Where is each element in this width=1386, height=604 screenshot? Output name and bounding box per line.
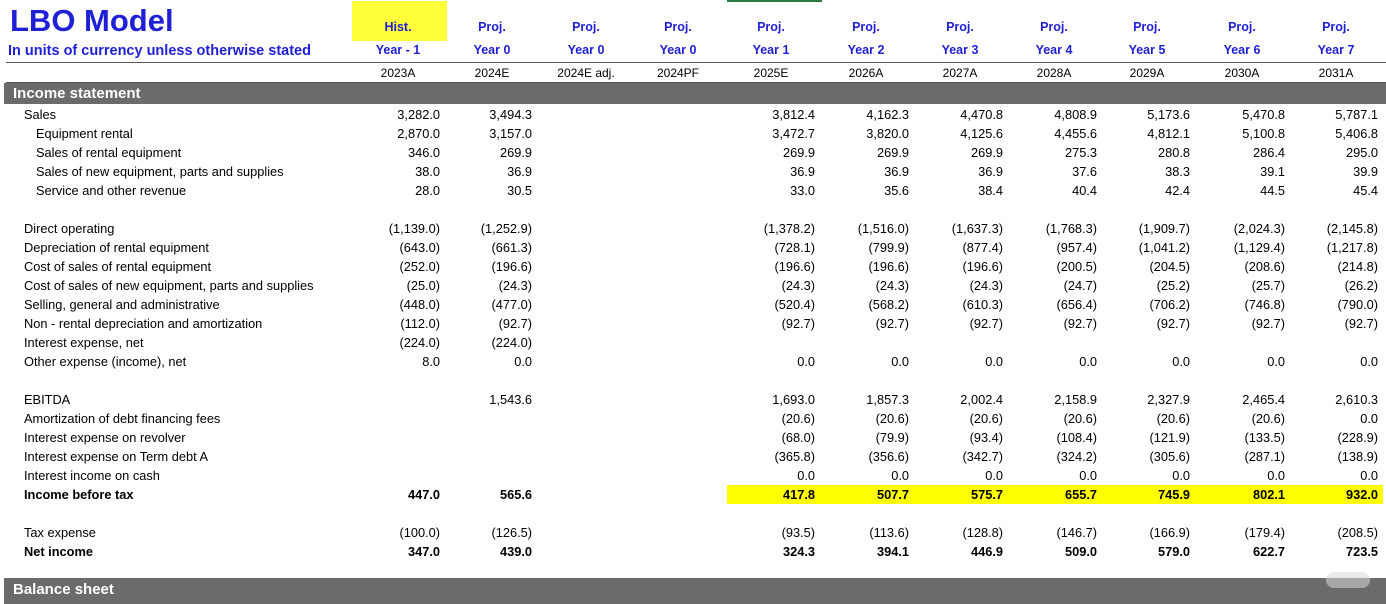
row-label[interactable]: Sales of new equipment, parts and supplies — [36, 164, 284, 179]
table-cell[interactable]: 40.4 — [1072, 183, 1097, 198]
table-cell[interactable]: 45.4 — [1353, 183, 1378, 198]
column-period-header[interactable]: Year 0 — [473, 43, 511, 57]
table-cell[interactable]: (342.7) — [962, 449, 1003, 464]
table-row — [0, 162, 1386, 181]
row-label[interactable]: Interest income on cash — [24, 468, 160, 483]
table-cell[interactable]: (196.6) — [868, 259, 909, 274]
table-cell[interactable]: (92.7) — [1251, 316, 1285, 331]
column-period-header[interactable]: Year 7 — [1317, 43, 1355, 57]
table-row — [0, 428, 1386, 447]
row-label[interactable]: Service and other revenue — [36, 183, 187, 198]
table-cell[interactable]: (79.9) — [875, 430, 909, 445]
table-cell[interactable]: 30.5 — [507, 183, 532, 198]
table-row — [0, 219, 1386, 238]
table-cell[interactable]: (790.0) — [1337, 297, 1378, 312]
table-cell[interactable]: (208.5) — [1337, 525, 1378, 540]
table-row — [0, 447, 1386, 466]
table-cell[interactable]: (643.0) — [399, 240, 440, 255]
row-label[interactable]: Amortization of debt financing fees — [24, 411, 221, 426]
active-column-indicator — [727, 0, 822, 2]
table-cell[interactable]: (20.6) — [1063, 411, 1097, 426]
table-cell[interactable]: 565.6 — [499, 487, 532, 502]
row-label[interactable]: Depreciation of rental equipment — [24, 240, 209, 255]
column-year-header[interactable]: 2027A — [942, 66, 978, 80]
section-title-balance-sheet: Balance sheet — [13, 581, 114, 598]
table-cell[interactable]: (26.2) — [1344, 278, 1378, 293]
table-cell[interactable]: (1,909.7) — [1138, 221, 1190, 236]
column-period-header[interactable]: Year 0 — [659, 43, 697, 57]
table-cell[interactable]: (224.0) — [399, 335, 440, 350]
table-cell[interactable]: (610.3) — [962, 297, 1003, 312]
table-cell[interactable]: (92.7) — [969, 316, 1003, 331]
table-row — [0, 409, 1386, 428]
column-year-header[interactable]: 2029A — [1129, 66, 1165, 80]
table-row — [0, 143, 1386, 162]
table-cell[interactable]: (252.0) — [399, 259, 440, 274]
table-cell[interactable]: 745.9 — [1157, 487, 1190, 502]
table-cell[interactable]: (108.4) — [1056, 430, 1097, 445]
section-title-income-statement: Income statement — [13, 85, 141, 102]
table-cell[interactable]: 36.9 — [790, 164, 815, 179]
table-cell[interactable]: (324.2) — [1056, 449, 1097, 464]
table-cell[interactable]: (228.9) — [1337, 430, 1378, 445]
table-cell[interactable]: (24.7) — [1063, 278, 1097, 293]
table-cell[interactable]: (24.3) — [498, 278, 532, 293]
table-cell[interactable]: (746.8) — [1244, 297, 1285, 312]
table-cell[interactable]: 4,162.3 — [866, 107, 909, 122]
table-cell[interactable]: 42.4 — [1165, 183, 1190, 198]
table-cell[interactable]: 4,812.1 — [1147, 126, 1190, 141]
row-label[interactable]: Sales — [24, 107, 57, 122]
table-cell[interactable]: (1,637.3) — [951, 221, 1003, 236]
table-cell[interactable]: 447.0 — [407, 487, 440, 502]
column-year-header[interactable]: 2024E — [474, 66, 510, 80]
table-cell[interactable]: 0.0 — [1267, 468, 1285, 483]
table-cell[interactable]: 8.0 — [422, 354, 440, 369]
table-cell[interactable]: 4,125.6 — [960, 126, 1003, 141]
table-row — [0, 314, 1386, 333]
table-cell[interactable]: (92.7) — [1156, 316, 1190, 331]
row-label[interactable]: Cost of sales of new equipment, parts and supplies — [24, 278, 314, 293]
column-year-header[interactable]: 2024E adj. — [557, 66, 615, 80]
column-type-header[interactable]: Proj. — [852, 20, 880, 34]
table-row — [0, 466, 1386, 485]
section-band-income-statement[interactable] — [4, 83, 1386, 104]
row-label[interactable]: Other expense (income), net — [24, 354, 187, 369]
table-cell[interactable]: 507.7 — [876, 487, 909, 502]
spacer-row — [0, 504, 1386, 523]
table-cell[interactable]: (92.7) — [781, 316, 815, 331]
table-cell[interactable]: (93.4) — [969, 430, 1003, 445]
table-cell[interactable]: 2,158.9 — [1054, 392, 1097, 407]
table-cell[interactable]: 3,494.3 — [489, 107, 532, 122]
column-period-header[interactable]: Year 0 — [567, 43, 605, 57]
table-cell[interactable]: 0.0 — [797, 468, 815, 483]
table-cell[interactable]: (20.6) — [1156, 411, 1190, 426]
table-row — [0, 238, 1386, 257]
table-cell[interactable]: 3,282.0 — [397, 107, 440, 122]
table-cell[interactable]: (20.6) — [1251, 411, 1285, 426]
table-cell[interactable]: (214.8) — [1337, 259, 1378, 274]
table-cell[interactable]: (656.4) — [1056, 297, 1097, 312]
column-period-header[interactable]: Year 3 — [941, 43, 979, 57]
table-cell[interactable]: 5,173.6 — [1147, 107, 1190, 122]
column-type-header[interactable]: Proj. — [757, 20, 785, 34]
table-cell[interactable]: 1,693.0 — [772, 392, 815, 407]
table-cell[interactable]: 0.0 — [1267, 354, 1285, 369]
table-cell[interactable]: (448.0) — [399, 297, 440, 312]
table-cell[interactable]: 0.0 — [1079, 354, 1097, 369]
row-label[interactable]: Interest expense, net — [24, 335, 144, 350]
table-cell[interactable]: 5,470.8 — [1242, 107, 1285, 122]
column-period-header[interactable]: Year 6 — [1223, 43, 1261, 57]
table-cell[interactable]: 36.9 — [978, 164, 1003, 179]
table-cell[interactable]: 0.0 — [891, 468, 909, 483]
column-type-header[interactable]: Proj. — [1228, 20, 1256, 34]
table-cell[interactable]: (20.6) — [875, 411, 909, 426]
table-row — [0, 352, 1386, 371]
column-period-header[interactable]: Year 2 — [847, 43, 885, 57]
table-cell[interactable]: 275.3 — [1064, 145, 1097, 160]
column-type-header[interactable]: Proj. — [1322, 20, 1350, 34]
table-row — [0, 276, 1386, 295]
row-label[interactable]: Tax expense — [24, 525, 96, 540]
column-year-header[interactable]: 2024PF — [656, 66, 700, 80]
column-period-header[interactable]: Year 4 — [1035, 43, 1073, 57]
table-cell[interactable]: (126.5) — [491, 525, 532, 540]
table-row — [0, 390, 1386, 409]
table-cell[interactable]: (287.1) — [1244, 449, 1285, 464]
table-cell[interactable]: (196.6) — [774, 259, 815, 274]
table-cell[interactable]: 39.1 — [1260, 164, 1285, 179]
column-year-header[interactable]: 2026A — [848, 66, 884, 80]
table-cell[interactable]: 286.4 — [1252, 145, 1285, 160]
row-label[interactable]: Interest expense on Term debt A — [24, 449, 209, 464]
table-cell[interactable]: 417.8 — [782, 487, 815, 502]
table-cell[interactable]: (24.3) — [781, 278, 815, 293]
column-year-header[interactable]: 2028A — [1036, 66, 1072, 80]
table-cell[interactable]: (128.8) — [962, 525, 1003, 540]
column-type-header[interactable]: Proj. — [572, 20, 600, 34]
table-cell[interactable]: 575.7 — [970, 487, 1003, 502]
table-cell[interactable]: 0.0 — [985, 354, 1003, 369]
table-cell[interactable]: 44.5 — [1260, 183, 1285, 198]
table-cell[interactable]: (1,252.9) — [480, 221, 532, 236]
table-cell[interactable]: 1,857.3 — [866, 392, 909, 407]
table-cell[interactable]: 324.3 — [782, 544, 815, 559]
table-cell[interactable]: 295.0 — [1345, 145, 1378, 160]
table-cell[interactable]: (520.4) — [774, 297, 815, 312]
table-cell[interactable]: 802.1 — [1252, 487, 1285, 502]
table-row — [0, 295, 1386, 314]
table-cell[interactable]: 439.0 — [499, 544, 532, 559]
table-cell[interactable]: (113.6) — [869, 525, 909, 540]
table-cell[interactable]: 37.6 — [1072, 164, 1097, 179]
table-cell[interactable]: 28.0 — [415, 183, 440, 198]
table-cell[interactable]: (877.4) — [962, 240, 1003, 255]
table-cell[interactable]: (2,145.8) — [1326, 221, 1378, 236]
table-cell[interactable]: (706.2) — [1149, 297, 1190, 312]
row-label[interactable]: Equipment rental — [36, 126, 133, 141]
table-row — [0, 124, 1386, 143]
section-band-balance-sheet[interactable] — [4, 578, 1386, 604]
page-subtitle: In units of currency unless otherwise stated — [8, 43, 311, 59]
table-cell[interactable]: 1,543.6 — [489, 392, 532, 407]
column-type-header[interactable]: Proj. — [478, 20, 506, 34]
row-label[interactable]: Selling, general and administrative — [24, 297, 220, 312]
table-cell[interactable]: (2,024.3) — [1233, 221, 1285, 236]
table-row — [0, 333, 1386, 352]
table-cell[interactable]: 4,455.6 — [1054, 126, 1097, 141]
spacer-row — [0, 200, 1386, 219]
table-cell[interactable]: 38.0 — [415, 164, 440, 179]
table-cell[interactable]: 0.0 — [1360, 354, 1378, 369]
table-cell[interactable]: (200.5) — [1056, 259, 1097, 274]
table-row — [0, 257, 1386, 276]
table-cell[interactable]: (196.6) — [962, 259, 1003, 274]
table-cell[interactable]: 655.7 — [1064, 487, 1097, 502]
table-cell[interactable]: (138.9) — [1337, 449, 1378, 464]
row-label[interactable]: Income before tax — [24, 487, 134, 502]
table-cell[interactable]: (1,768.3) — [1045, 221, 1097, 236]
row-label[interactable]: Interest expense on revolver — [24, 430, 186, 445]
table-cell[interactable]: (305.6) — [1149, 449, 1190, 464]
table-cell[interactable]: 4,808.9 — [1054, 107, 1097, 122]
table-cell[interactable]: (166.9) — [1149, 525, 1190, 540]
table-row — [0, 523, 1386, 542]
table-cell[interactable]: 36.9 — [884, 164, 909, 179]
table-cell[interactable]: (112.0) — [400, 316, 440, 331]
table-cell[interactable]: 5,406.8 — [1335, 126, 1378, 141]
table-cell[interactable]: (25.0) — [406, 278, 440, 293]
table-cell[interactable]: 0.0 — [1360, 468, 1378, 483]
row-label[interactable]: Net income — [24, 544, 93, 559]
table-cell[interactable]: 2,465.4 — [1242, 392, 1285, 407]
table-cell[interactable]: 2,610.3 — [1335, 392, 1378, 407]
table-cell[interactable]: 2,870.0 — [397, 126, 440, 141]
table-cell[interactable]: 4,470.8 — [960, 107, 1003, 122]
table-cell[interactable]: (356.6) — [868, 449, 909, 464]
table-row — [0, 181, 1386, 200]
table-cell[interactable]: (100.0) — [399, 525, 440, 540]
table-cell[interactable]: (25.2) — [1156, 278, 1190, 293]
table-cell[interactable]: (92.7) — [875, 316, 909, 331]
table-cell[interactable]: 0.0 — [797, 354, 815, 369]
column-type-header[interactable]: Proj. — [946, 20, 974, 34]
table-cell[interactable]: (179.4) — [1244, 525, 1285, 540]
table-cell[interactable]: (20.6) — [969, 411, 1003, 426]
table-cell[interactable]: 33.0 — [790, 183, 815, 198]
table-cell[interactable]: (20.6) — [781, 411, 815, 426]
table-cell[interactable]: 36.9 — [507, 164, 532, 179]
table-cell[interactable]: (1,516.0) — [857, 221, 909, 236]
table-cell[interactable]: (957.4) — [1056, 240, 1097, 255]
table-cell[interactable]: (68.0) — [781, 430, 815, 445]
row-label[interactable]: EBITDA — [24, 392, 71, 407]
table-cell[interactable]: 269.9 — [876, 145, 909, 160]
table-cell[interactable]: (365.8) — [774, 449, 815, 464]
table-cell[interactable]: 2,327.9 — [1147, 392, 1190, 407]
table-cell[interactable]: 35.6 — [884, 183, 909, 198]
table-cell[interactable]: 38.3 — [1165, 164, 1190, 179]
table-cell[interactable]: (92.7) — [1344, 316, 1378, 331]
table-cell[interactable]: 622.7 — [1252, 544, 1285, 559]
spacer-row — [0, 371, 1386, 390]
column-period-header[interactable]: Year 1 — [752, 43, 790, 57]
table-cell[interactable]: (799.9) — [868, 240, 909, 255]
table-cell[interactable]: (204.5) — [1149, 259, 1190, 274]
row-label[interactable]: Non - rental depreciation and amortization — [24, 316, 263, 331]
table-cell[interactable]: 0.0 — [1360, 411, 1378, 426]
table-cell[interactable]: 2,002.4 — [960, 392, 1003, 407]
table-cell[interactable]: (1,217.8) — [1326, 240, 1378, 255]
table-cell[interactable]: 3,820.0 — [866, 126, 909, 141]
table-cell[interactable]: (133.5) — [1244, 430, 1285, 445]
table-cell[interactable]: (93.5) — [781, 525, 815, 540]
table-cell[interactable]: 269.9 — [782, 145, 815, 160]
table-cell[interactable]: 3,157.0 — [489, 126, 532, 141]
table-cell[interactable]: 5,787.1 — [1335, 107, 1378, 122]
table-cell[interactable]: (146.7) — [1056, 525, 1097, 540]
column-period-header[interactable]: Year 5 — [1128, 43, 1166, 57]
table-cell[interactable]: 723.5 — [1345, 544, 1378, 559]
table-cell[interactable]: (1,378.2) — [763, 221, 815, 236]
table-cell[interactable]: 0.0 — [1079, 468, 1097, 483]
table-cell[interactable]: 38.4 — [978, 183, 1003, 198]
table-cell[interactable]: 5,100.8 — [1242, 126, 1285, 141]
table-cell[interactable]: (92.7) — [498, 316, 532, 331]
table-cell[interactable]: 347.0 — [407, 544, 440, 559]
table-row — [0, 105, 1386, 124]
table-cell[interactable]: 579.0 — [1157, 544, 1190, 559]
column-period-header[interactable]: Year - 1 — [375, 43, 421, 57]
table-cell[interactable]: 269.9 — [970, 145, 1003, 160]
table-cell[interactable]: (92.7) — [1063, 316, 1097, 331]
table-cell[interactable]: (1,129.4) — [1233, 240, 1285, 255]
table-cell[interactable]: (477.0) — [491, 297, 532, 312]
table-row — [0, 542, 1386, 561]
table-cell[interactable]: (1,139.0) — [388, 221, 440, 236]
table-cell[interactable]: (121.9) — [1149, 430, 1190, 445]
table-cell[interactable]: 394.1 — [876, 544, 909, 559]
column-type-header[interactable]: Hist. — [384, 20, 412, 34]
column-year-header[interactable]: 2031A — [1318, 66, 1354, 80]
table-cell[interactable]: 280.8 — [1157, 145, 1190, 160]
table-cell[interactable]: (24.3) — [969, 278, 1003, 293]
table-cell[interactable]: 0.0 — [514, 354, 532, 369]
table-cell[interactable]: (728.1) — [774, 240, 815, 255]
table-cell[interactable]: (25.7) — [1251, 278, 1285, 293]
table-cell[interactable]: 0.0 — [891, 354, 909, 369]
column-type-header[interactable]: Proj. — [1133, 20, 1161, 34]
table-cell[interactable]: (661.3) — [491, 240, 532, 255]
header-rule-top — [6, 62, 1386, 63]
column-year-header[interactable]: 2025E — [753, 66, 789, 80]
row-label[interactable]: Direct operating — [24, 221, 115, 236]
table-cell[interactable]: (24.3) — [875, 278, 909, 293]
column-year-header[interactable]: 2023A — [380, 66, 416, 80]
table-cell[interactable]: 3,472.7 — [772, 126, 815, 141]
row-label[interactable]: Sales of rental equipment — [36, 145, 182, 160]
page-title: LBO Model — [10, 3, 174, 38]
table-cell[interactable]: 39.9 — [1353, 164, 1378, 179]
table-cell[interactable]: (208.6) — [1244, 259, 1285, 274]
table-cell[interactable]: 0.0 — [1172, 354, 1190, 369]
column-type-header[interactable]: Proj. — [664, 20, 692, 34]
table-cell[interactable]: (224.0) — [491, 335, 532, 350]
table-row — [0, 485, 1386, 504]
table-cell[interactable]: (1,041.2) — [1138, 240, 1190, 255]
column-year-header[interactable]: 2030A — [1224, 66, 1260, 80]
table-cell[interactable]: 446.9 — [970, 544, 1003, 559]
watermark-badge — [1326, 572, 1370, 588]
table-cell[interactable]: 346.0 — [407, 145, 440, 160]
table-cell[interactable]: (196.6) — [491, 259, 532, 274]
table-cell[interactable]: (568.2) — [868, 297, 909, 312]
table-cell[interactable]: 509.0 — [1064, 544, 1097, 559]
table-cell[interactable]: 932.0 — [1345, 487, 1378, 502]
column-type-header[interactable]: Proj. — [1040, 20, 1068, 34]
table-cell[interactable]: 3,812.4 — [772, 107, 815, 122]
table-cell[interactable]: 0.0 — [1172, 468, 1190, 483]
row-label[interactable]: Cost of sales of rental equipment — [24, 259, 212, 274]
table-cell[interactable]: 269.9 — [499, 145, 532, 160]
table-cell[interactable]: 0.0 — [985, 468, 1003, 483]
